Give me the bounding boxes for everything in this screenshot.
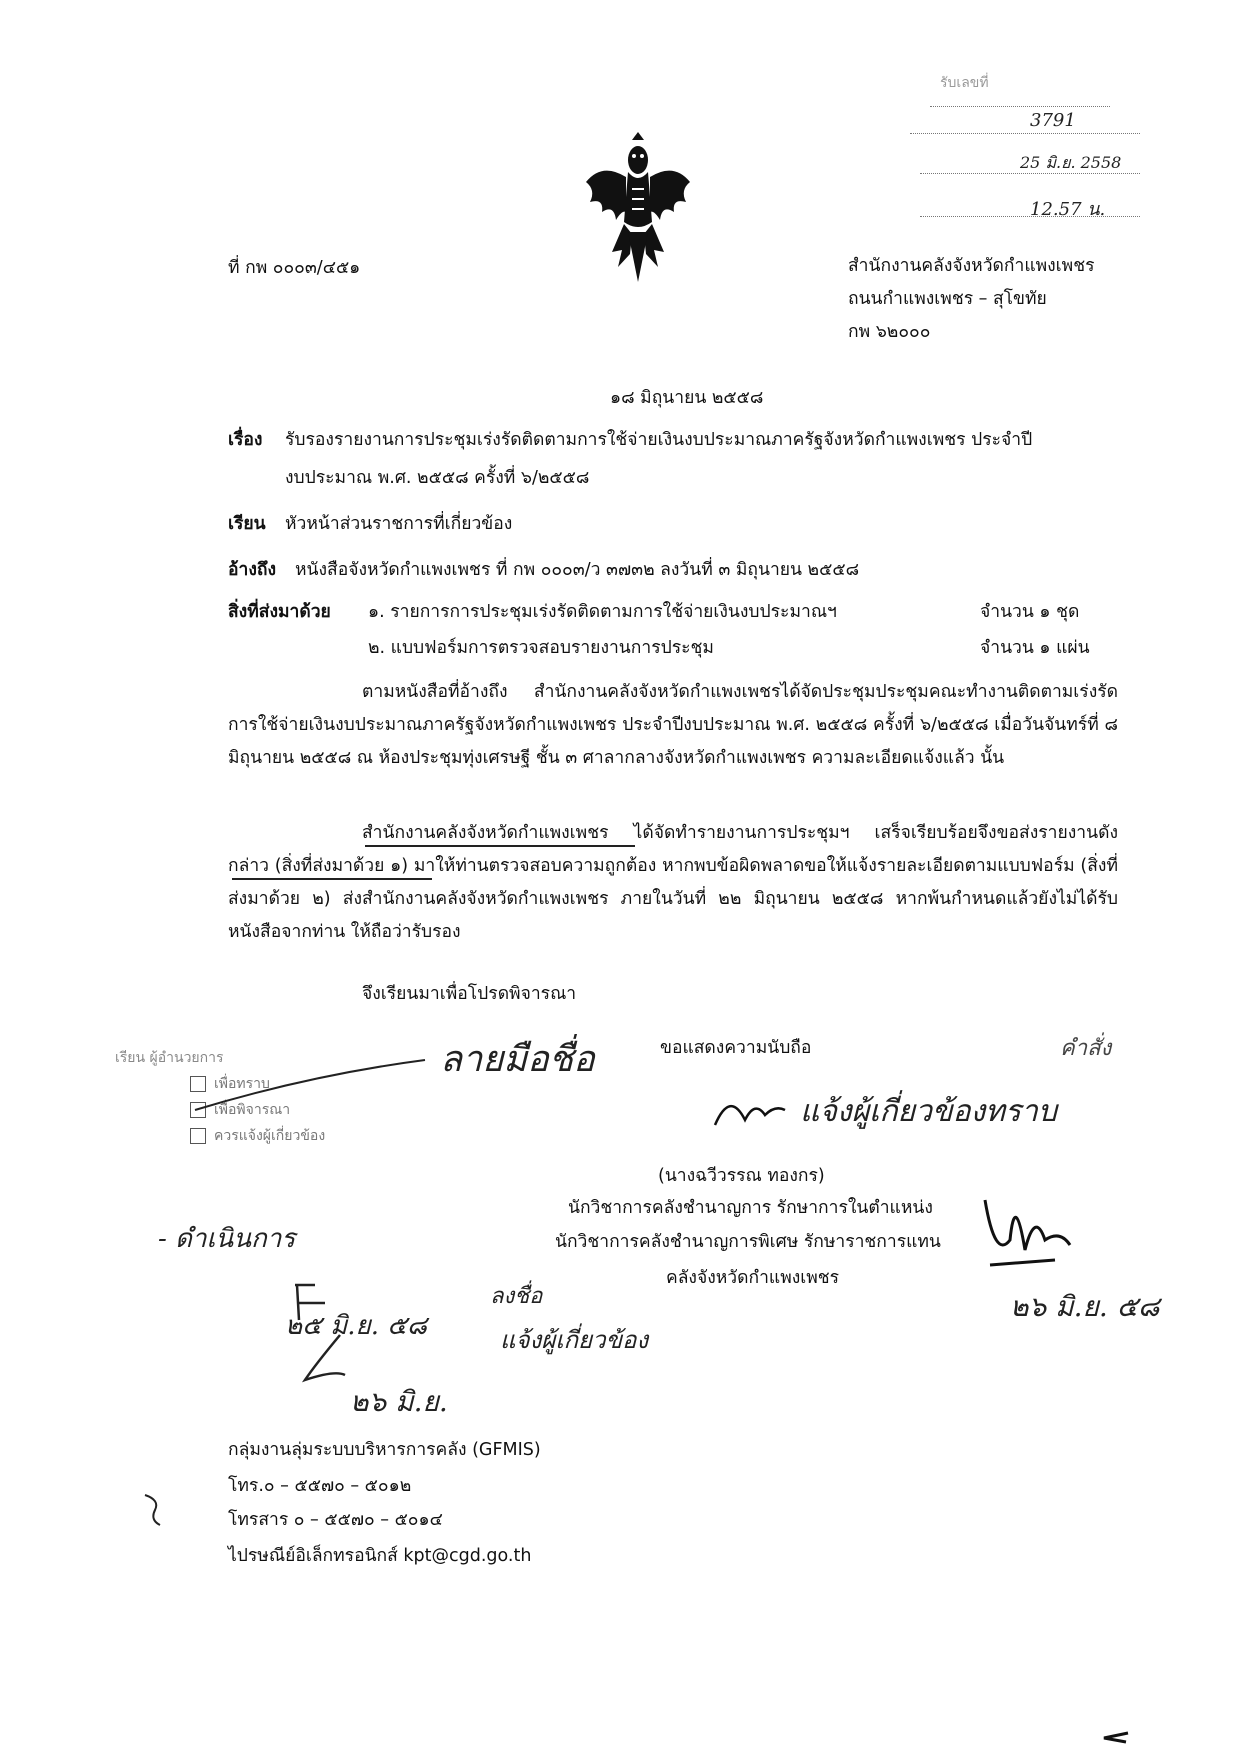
handwritten-note-top-right: คำสั่ง bbox=[1060, 1036, 1112, 1061]
letter-date: ๑๘ มิถุนายน ๒๕๕๘ bbox=[610, 388, 764, 408]
handwritten-signature-top: ลายมือชื่อ bbox=[440, 1039, 595, 1080]
pen-underline bbox=[365, 845, 635, 847]
pen-underline bbox=[232, 878, 432, 880]
handwritten-mark-icon bbox=[285, 1275, 365, 1385]
stamp-number: 3791 bbox=[1030, 110, 1076, 131]
footer-fax: โทรสาร ๐ – ๕๕๗๐ – ๕๐๑๔ bbox=[228, 1510, 443, 1530]
handwritten-note-middle-2: แจ้งผู้เกี่ยวข้อง bbox=[500, 1326, 649, 1354]
routing-option bbox=[115, 1123, 445, 1149]
handwritten-date-right: ๒๖ มิ.ย. ๕๘ bbox=[1010, 1290, 1160, 1323]
office-line: กพ ๖๒๐๐๐ bbox=[848, 322, 931, 342]
to-text: หัวหน้าส่วนราชการที่เกี่ยวข้อง bbox=[285, 514, 513, 534]
subject-line-1: รับรองรายงานการประชุมเร่งรัดติดตามการใช้จ่ายเงินงบประมาณภาครัฐจังหวัดกำแพงเพชร ประจำปี bbox=[285, 430, 1033, 450]
handwritten-date-left: ๒๕ มิ.ย. ๕๘ bbox=[285, 1311, 427, 1341]
regards-line: ขอแสดงความนับถือ bbox=[660, 1038, 812, 1058]
footer-tel: โทร.๐ – ๕๕๗๐ – ๕๐๑๒ bbox=[228, 1476, 412, 1496]
office-line: ถนนกำแพงเพชร – สุโขทัย bbox=[848, 289, 1047, 309]
handwritten-signature-icon bbox=[710, 1085, 790, 1135]
body-paragraph-1: ตามหนังสือที่อ้างถึง สำนักงานคลังจังหวัดกำแพงเพชรได้จัดประชุมประชุมคณะทำงานติดตามเร่งรัดการใช้จ่ายเงินงบประมาณภาครัฐจังหวัดกำแพงเพชร ประจำปีงบประมาณ พ.ศ. ๒๕๕๘ ครั้งที่ ๖/๒๕๕๘ เมื่อวันจันทร์ที่ ๘ มิถุนายน ๒๕๕๘ ณ ห้องประชุมทุ่งเศรษฐี ชั้น ๓ ศาลากลางจังหวัดกำแพงเพชร ความละเอียดแจ้งแล้ว นั้น bbox=[228, 682, 1118, 768]
corner-mark-icon bbox=[1100, 1730, 1130, 1744]
signer-name: (นางฉวีวรรณ ทองกร) bbox=[658, 1166, 825, 1186]
office-line: สำนักงานคลังจังหวัดกำแพงเพชร bbox=[848, 256, 1095, 276]
handwritten-note-middle: ลงชื่อ bbox=[490, 1284, 543, 1309]
enclosure-qty: จำนวน ๑ ชุด bbox=[980, 602, 1080, 622]
receiving-stamp bbox=[900, 72, 1200, 222]
routing-title: เรียน ผู้อำนวยการ bbox=[115, 1050, 224, 1066]
margin-mark-icon bbox=[140, 1490, 170, 1530]
stamp-date: 25 มิ.ย. 2558 bbox=[1020, 153, 1122, 172]
handwritten-signature-note: แจ้งผู้เกี่ยวข้องทราบ bbox=[800, 1094, 1057, 1129]
office-address bbox=[848, 258, 1094, 357]
stamp-header: รับเลขที่ bbox=[940, 75, 989, 91]
reference-label: อ้างถึง bbox=[228, 560, 277, 580]
checkbox-icon bbox=[190, 1128, 206, 1144]
reference-number: ที่ กพ ๐๐๐๓/๔๕๑ bbox=[228, 258, 361, 278]
reference-text: หนังสือจังหวัดกำแพงเพชร ที่ กพ ๐๐๐๓/ว ๓๗๓๒ ลงวันที่ ๓ มิถุนายน ๒๕๕๘ bbox=[295, 560, 860, 580]
subject-line-2: งบประมาณ พ.ศ. ๒๕๕๘ ครั้งที่ ๖/๒๕๕๘ bbox=[285, 468, 590, 488]
handwritten-note-left: - ดำเนินการ bbox=[158, 1224, 296, 1254]
body-paragraph-2: สำนักงานคลังจังหวัดกำแพงเพชร ได้จัดทำรายงานการประชุมฯ เสร็จเรียบร้อยจึงขอส่งรายงานดังกล่าว (สิ่งที่ส่งมาด้วย ๑) มาให้ท่านตรวจสอบความถูกต้อง หากพบข้อผิดพลาดขอให้แจ้งรายละเอียดตามแบบฟอร์ม (สิ่งที่ส่งมาด้วย ๒) ส่งสำนักงานคลังจังหวัดกำแพงเพชร ภายในวันที่ ๒๒ มิถุนายน ๒๕๕๘ หากพ้นกำหนดแล้วยังไม่ได้รับหนังสือจากท่าน ให้ถือว่ารับรอง bbox=[228, 823, 1118, 942]
signer-position-1: นักวิชาการคลังชำนาญการ รักษาการในตำแหน่ง bbox=[568, 1198, 933, 1218]
enclosure-label: สิ่งที่ส่งมาด้วย bbox=[228, 602, 331, 622]
enclosure-item: ๒. แบบฟอร์มการตรวจสอบรายงานการประชุม bbox=[368, 638, 714, 658]
enclosure-qty: จำนวน ๑ แผ่น bbox=[980, 638, 1090, 658]
stamp-time: 12.57 น. bbox=[1030, 199, 1106, 220]
closing-line: จึงเรียนมาเพื่อโปรดพิจารณา bbox=[362, 984, 577, 1004]
handwritten-signature-right-icon bbox=[975, 1180, 1075, 1290]
enclosure-item: ๑. รายการการประชุมเร่งรัดติดตามการใช้จ่ายเงินงบประมาณฯ bbox=[368, 602, 837, 622]
handwritten-date-left-2: ๒๖ มิ.ย. bbox=[350, 1385, 448, 1418]
routing-option-label: ควรแจ้งผู้เกี่ยวข้อง bbox=[214, 1128, 326, 1144]
subject-label: เรื่อง bbox=[228, 430, 263, 450]
to-label: เรียน bbox=[228, 514, 266, 534]
footer-email: ไปรษณีย์อิเล็กทรอนิกส์ kpt@cgd.go.th bbox=[228, 1546, 532, 1566]
footer-unit: กลุ่มงานลุ่มระบบบริหารการคลัง (GFMIS) bbox=[228, 1440, 541, 1460]
signer-position-3: คลังจังหวัดกำแพงเพชร bbox=[666, 1268, 840, 1288]
signer-position-2: นักวิชาการคลังชำนาญการพิเศษ รักษาราชการแทน bbox=[555, 1232, 941, 1252]
routing-option-label: เพื่อพิจารณา bbox=[214, 1102, 291, 1118]
routing-option-label: เพื่อทราบ bbox=[214, 1076, 270, 1092]
handwritten-cross-icon bbox=[190, 1055, 430, 1115]
garuda-emblem-icon bbox=[582, 132, 694, 282]
